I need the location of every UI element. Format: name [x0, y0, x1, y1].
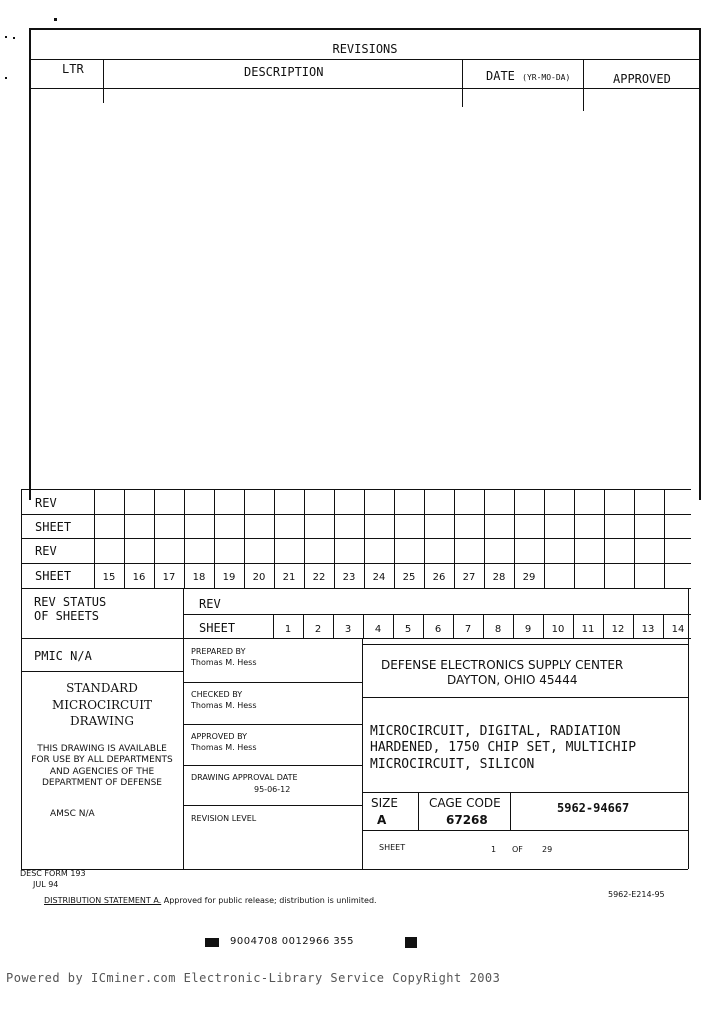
grid-col-line [544, 489, 545, 588]
cage-label: CAGE CODE [429, 796, 501, 810]
rev-table-rule-3 [21, 538, 691, 539]
title-block-bottom-rule [21, 869, 688, 870]
revisions-header-rule [29, 88, 701, 89]
sheet-number-cell: 17 [162, 572, 176, 583]
amsc-label: AMSC N/A [50, 809, 95, 819]
size-cage-divider [418, 792, 419, 830]
sheet-number-cell: 20 [252, 572, 266, 583]
signature-right-divider [362, 638, 363, 869]
approval-date-value: 95-06-12 [254, 785, 291, 794]
sheet-number-cell: 11 [581, 624, 595, 635]
sheet-number-cell: 21 [282, 572, 296, 583]
form-line1: DESC FORM 193 [20, 869, 86, 878]
drawing-number: 5962-94667 [557, 801, 630, 815]
barcode-left-mark [205, 938, 219, 947]
rev-status-bottom-rule [21, 638, 691, 639]
sheet-number-cell: 16 [132, 572, 146, 583]
standard-line2: MICROCIRCUIT [51, 698, 153, 712]
cage-value: 67268 [446, 813, 488, 827]
approved-bottom-rule [183, 765, 362, 766]
checked-name: Thomas M. Hess [191, 701, 257, 710]
rev-table-rule-5 [21, 588, 691, 589]
approved-by-name: Thomas M. Hess [191, 743, 257, 752]
grid-col-line [664, 489, 665, 588]
pmic-bottom-rule [21, 671, 183, 672]
form-line2: JUL 94 [33, 880, 59, 889]
checked-bottom-rule [183, 724, 362, 725]
sheet-number-cell: 26 [432, 572, 446, 583]
prepared-name: Thomas M. Hess [191, 658, 257, 667]
sheet-number-cell: 24 [372, 572, 386, 583]
availability-line4: DEPARTMENT OF DEFENSE [42, 778, 162, 788]
revisions-title-rule [29, 59, 701, 60]
sheet-number-cell: 2 [314, 624, 322, 635]
rev-status-top-rule [183, 614, 691, 615]
rev-status-divider [183, 588, 184, 869]
sheet-number-cell: 14 [671, 624, 685, 635]
sheet-number-cell: 6 [434, 624, 442, 635]
sheet-number-cell: 25 [402, 572, 416, 583]
sheet-info-total: 29 [542, 845, 553, 854]
grid-col-line [574, 489, 575, 588]
cage-drawing-divider [510, 792, 511, 830]
availability-line3: AND AGENCIES OF THE [49, 767, 155, 777]
agency-bottom-rule [362, 697, 688, 698]
sheet-number-cell: 13 [641, 624, 655, 635]
grid-col-line [604, 489, 605, 588]
agency-line2: DAYTON, OHIO 45444 [447, 673, 578, 687]
distribution-statement: DISTRIBUTION STATEMENT A. Approved for public release; distribution is unlimited. [44, 896, 377, 905]
checked-label: CHECKED BY [191, 690, 243, 699]
sheet-number-cell: 18 [192, 572, 206, 583]
revisions-top-border [29, 28, 701, 30]
powered-by-footer: Powered by ICminer.com Electronic-Library Service CopyRight 2003 [6, 971, 501, 985]
barcode-right-mark [405, 937, 417, 948]
sheet-info-number: 1 [491, 845, 497, 854]
revisions-title: REVISIONS [332, 42, 398, 56]
sheet-label-row4: SHEET [35, 569, 72, 583]
date-header: DATE (YR-MO-DA) [486, 69, 571, 83]
sheet-number-cell: 4 [374, 624, 382, 635]
rev-status-line2: OF SHEETS [34, 609, 100, 623]
rev-label-row3: REV [35, 544, 57, 558]
approval-date-label: DRAWING APPROVAL DATE [191, 773, 298, 782]
size-bottom-rule [362, 830, 688, 831]
margin-speck [13, 37, 15, 39]
title-line3: MICROCIRCUIT, SILICON [370, 757, 535, 772]
approved-by-label: APPROVED BY [191, 732, 248, 741]
rev-table-left-border [21, 489, 22, 869]
margin-speck [5, 36, 7, 38]
sheet-info-label: SHEET [379, 843, 406, 852]
availability-line1: THIS DRAWING IS AVAILABLE [37, 744, 167, 754]
sheet-number-cell: 29 [522, 572, 536, 583]
pmic-label: PMIC N/A [34, 649, 92, 663]
description-header: DESCRIPTION [244, 65, 324, 79]
sheet-number-cell: 1 [284, 624, 292, 635]
margin-speck [5, 77, 7, 79]
rev-table-rule-4 [21, 563, 691, 564]
sheet-number-cell: 12 [611, 624, 625, 635]
rev-table-rule-2 [21, 514, 691, 515]
revision-level-label: REVISION LEVEL [191, 814, 257, 823]
sheet-number-cell: 15 [102, 572, 116, 583]
title-bottom-rule [362, 792, 688, 793]
revisions-left-border [29, 28, 31, 500]
ltr-header: LTR [62, 62, 84, 76]
sheet-label-lower: SHEET [199, 621, 236, 635]
sheet-number-cell: 9 [524, 624, 532, 635]
date-col-divider [462, 59, 463, 107]
sheet-number-cell: 3 [344, 624, 352, 635]
sheet-number-cell: 27 [462, 572, 476, 583]
title-block-top-rule [362, 644, 688, 645]
barcode-text: 9004708 0012966 355 [230, 936, 355, 947]
revisions-right-border [699, 28, 701, 500]
rev-label-lower: REV [199, 597, 221, 611]
sheet-number-cell: 5 [404, 624, 412, 635]
sheet-number-cell: 28 [492, 572, 506, 583]
rev-status-line1: REV STATUS [34, 595, 107, 609]
standard-line3: DRAWING [70, 714, 134, 728]
availability-line2: FOR USE BY ALL DEPARTMENTS [31, 755, 173, 765]
grid-col-line [634, 489, 635, 588]
size-value: A [377, 813, 387, 827]
title-line2: HARDENED, 1750 CHIP SET, MULTICHIP [370, 740, 637, 755]
sheet-number-cell: 19 [222, 572, 236, 583]
rev-label-row1: REV [35, 496, 57, 510]
approval-date-bottom-rule [183, 805, 362, 806]
approved-col-divider [583, 59, 584, 111]
title-line1: MICROCIRCUIT, DIGITAL, RADIATION [370, 724, 621, 739]
rev-table-rule-1 [21, 489, 691, 490]
sheet-number-cell: 8 [494, 624, 502, 635]
agency-line1: DEFENSE ELECTRONICS SUPPLY CENTER [381, 658, 624, 672]
approved-header: APPROVED [613, 72, 671, 86]
size-label: SIZE [371, 796, 398, 810]
ltr-col-divider [103, 59, 104, 103]
margin-speck [54, 18, 57, 21]
sheet-number-cell: 22 [312, 572, 326, 583]
sheet-number-cell: 10 [551, 624, 565, 635]
standard-line1: STANDARD [66, 681, 138, 695]
sheet-number-cell: 7 [464, 624, 472, 635]
title-block-right-border [688, 588, 689, 869]
prepared-bottom-rule [183, 682, 362, 683]
sheet-number-cell: 23 [342, 572, 356, 583]
sheet-label-row2: SHEET [35, 520, 72, 534]
form-code: 5962-E214-95 [608, 890, 665, 899]
sheet-info-of: OF [512, 845, 523, 854]
prepared-label: PREPARED BY [191, 647, 246, 656]
